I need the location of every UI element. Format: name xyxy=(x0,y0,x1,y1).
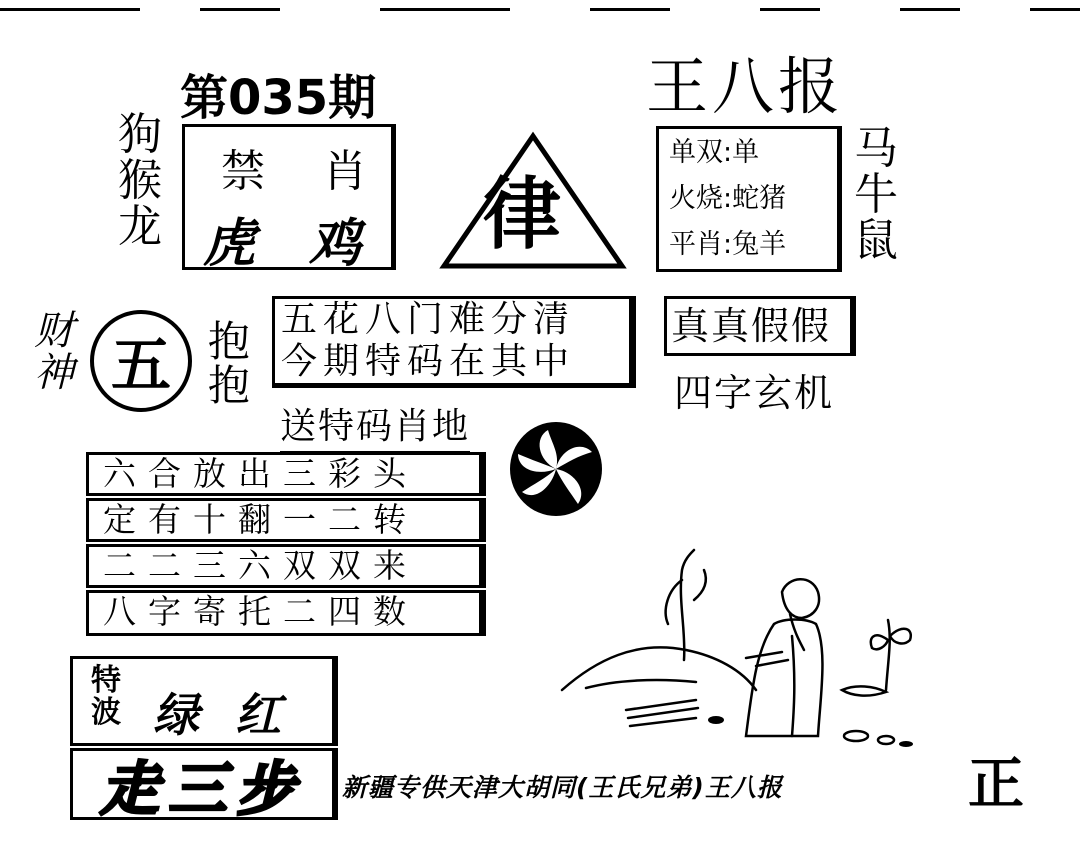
poem-box xyxy=(272,296,636,388)
hint-label: 平肖: xyxy=(669,229,733,260)
special-wave-box xyxy=(70,656,338,746)
side-zodiacs-right xyxy=(854,123,898,267)
verse-row: 二二三六双双来 xyxy=(86,544,486,588)
poem-line: 今期特码在其中 xyxy=(281,341,576,382)
poem-sub: 送特码肖地 xyxy=(280,398,470,455)
hint-value: 单 xyxy=(732,137,760,168)
wealth-god-label xyxy=(34,310,74,394)
wealth-god-char: 神 xyxy=(34,350,74,396)
issue-number: 第035期 xyxy=(180,70,377,126)
verse-row: 六合放出三彩头 xyxy=(86,452,486,496)
paper-name: 王八报 xyxy=(646,50,845,123)
footer-credit: 新疆专供天津大胡同(王氏兄弟)王八报 xyxy=(342,773,783,802)
hints-box xyxy=(656,126,842,272)
triangle-char: 律 xyxy=(483,170,562,260)
circle-five xyxy=(90,310,192,412)
side-zodiac: 牛 xyxy=(854,169,898,221)
hint-value: 兔羊 xyxy=(732,229,787,260)
hint-value: 蛇猪 xyxy=(732,183,787,214)
side-zodiac: 狗 xyxy=(118,109,162,160)
side-zodiac: 马 xyxy=(854,123,898,174)
side-zodiac: 鼠 xyxy=(854,215,898,267)
special-wave-colors: 绿 红 xyxy=(153,688,292,742)
forbidden-zodiac-1: 虎 xyxy=(203,214,256,274)
hint-row xyxy=(669,133,837,179)
wealth-god-char: 财 xyxy=(34,308,74,354)
four-char-box: 真真假假 xyxy=(664,296,856,356)
four-char-caption: 四字玄机 xyxy=(674,371,835,415)
hint-label: 单双: xyxy=(669,137,733,168)
hint-label: 火烧: xyxy=(669,183,733,214)
verse-row: 八字寄托二四数 xyxy=(86,590,486,636)
hug-label xyxy=(208,317,251,411)
hug-char: 抱 xyxy=(208,317,251,366)
side-zodiac: 猴 xyxy=(118,155,162,207)
forbidden-zodiac-box xyxy=(182,124,396,274)
bauhinia-emblem-icon xyxy=(508,420,604,518)
hint-row xyxy=(669,225,837,271)
sage-illustration xyxy=(556,540,936,760)
bottom-big-text: 走三步 xyxy=(100,755,305,823)
circle-five-char: 五 xyxy=(111,331,171,401)
forbidden-title-1: 禁 xyxy=(221,146,265,197)
hint-row xyxy=(669,179,837,225)
bottom-big-box xyxy=(70,748,338,823)
footer-mark: 正 xyxy=(968,752,1024,817)
special-wave-label xyxy=(91,665,121,728)
forbidden-zodiac-2: 鸡 xyxy=(309,214,362,274)
special-wave-char: 波 xyxy=(91,694,121,730)
hug-char: 抱 xyxy=(208,361,251,411)
forbidden-title-2: 肖 xyxy=(323,146,367,197)
verse-row: 定有十翻一二转 xyxy=(86,498,486,542)
special-wave-char: 特 xyxy=(91,663,121,698)
poem-line: 五花八门难分清 xyxy=(281,299,576,340)
side-zodiac: 龙 xyxy=(118,201,162,253)
side-zodiacs-left xyxy=(118,109,162,253)
